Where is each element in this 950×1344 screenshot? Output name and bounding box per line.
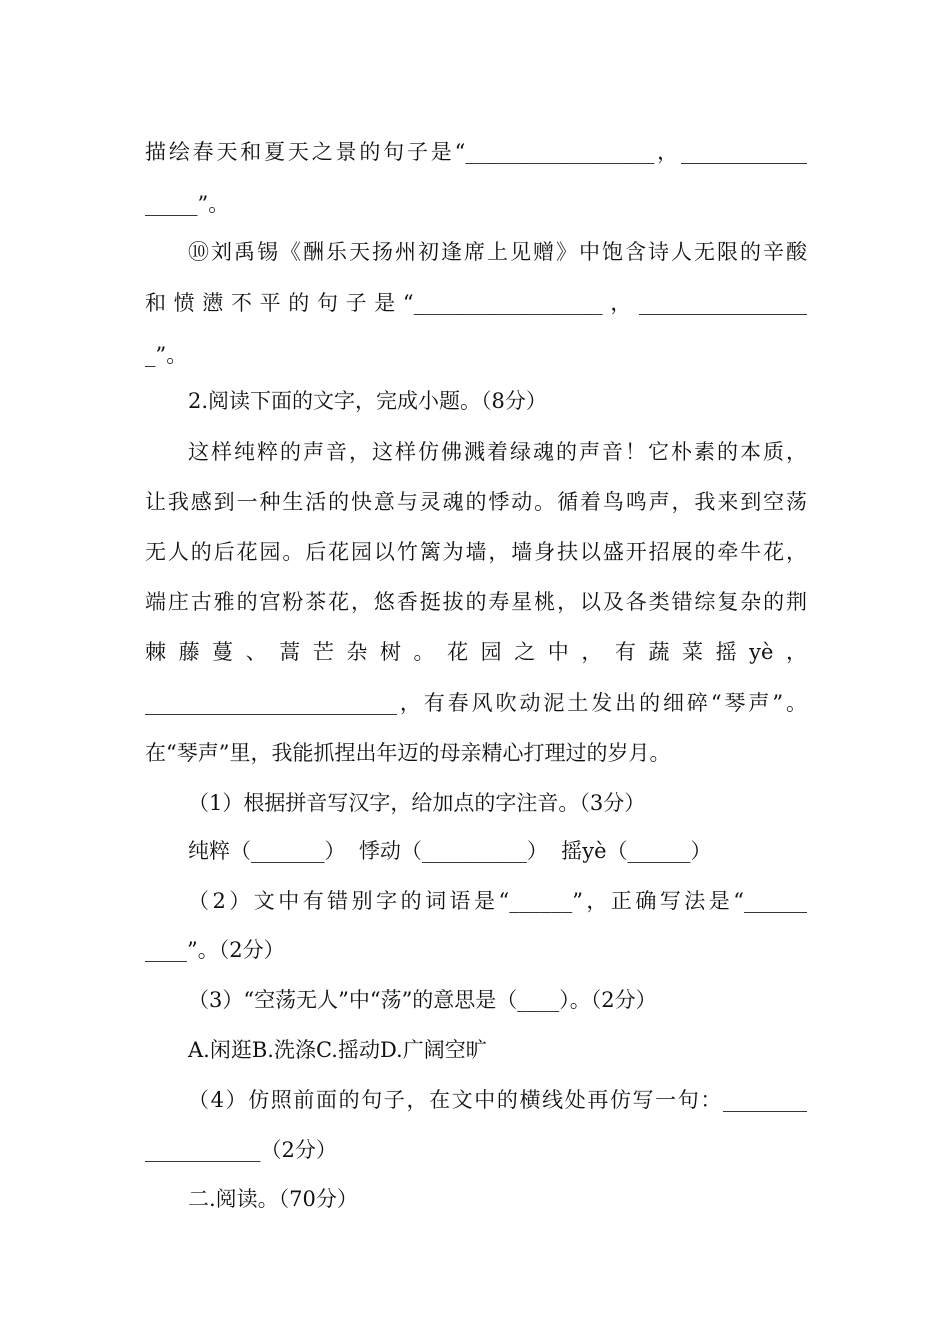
sub-question: （1）根据拼音写汉字，给加点的字注音。（3分） [188,791,646,815]
passage-line: 棘藤蔓、蒿芒杂树。花园之中，有蔬菜摇yè， [145,640,807,664]
question-heading: 2.阅读下面的文字，完成小题。（8分） [188,389,547,413]
text-line: ____”。（2分） [145,938,285,962]
text-line: 描绘春天和夏天之景的句子是“__________________，____________ [145,140,807,164]
text-line: ___________（2分） [145,1138,337,1162]
section-heading: 二.阅读。（70分） [188,1187,358,1211]
sub-question: （2）文中有错别字的词语是“______”，正确写法是“______ [188,889,807,913]
sub-question: （3）“空荡无人”中“荡”的意思是（____）。（2分） [188,988,657,1012]
text-line: ⑩刘禹锡《酬乐天扬州初逢席上见赠》中饱含诗人无限的辛酸 [188,240,807,264]
passage-line: ________________________，有春风吹动泥土发出的细碎“琴声”。 [145,691,807,715]
passage-line: 在“琴声”里，我能抓捏出年迈的母亲精心打理过的岁月。 [145,741,671,765]
answer-blanks: 纯粹（_______） 悸动（__________） 摇yè（______） [188,839,712,863]
text-line: 和愤懑不平的句子是“__________________，________________ [145,291,807,315]
text-line: _____”。 [145,192,230,216]
answer-options: A.闲逛B.洗涤C.摇动D.广阔空旷 [188,1038,487,1062]
sub-question: （4）仿照前面的句子，在文中的横线处再仿写一句：________ [188,1088,807,1112]
passage-line: 让我感到一种生活的快意与灵魂的悸动。循着鸟鸣声，我来到空荡 [145,490,807,514]
passage-line: 端庄古雅的宫粉茶花，悠香挺拔的寿星桃，以及各类错综复杂的荆 [145,590,807,614]
passage-line: 这样纯粹的声音，这样仿佛溅着绿魂的声音！它朴素的本质， [188,440,807,464]
passage-line: 无人的后花园。后花园以竹篱为墙，墙身扶以盛开招展的牵牛花， [145,540,807,564]
text-line: _”。 [145,343,188,367]
